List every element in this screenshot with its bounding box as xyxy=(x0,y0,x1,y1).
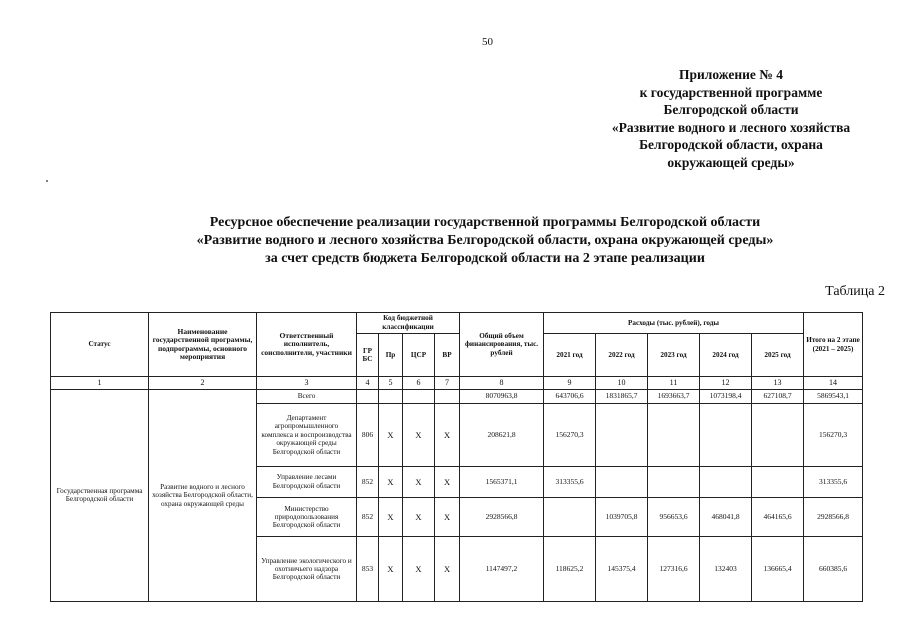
year-2023-cell: 956653,6 xyxy=(648,497,700,537)
year-2024-cell: 468041,8 xyxy=(700,497,752,537)
vr-cell xyxy=(435,389,460,404)
appendix-line: Белгородской области, охрана xyxy=(639,137,823,152)
appendix-line: «Развитие водного и лесного хозяйства xyxy=(611,119,851,135)
pr-cell: X xyxy=(379,497,403,537)
page-number: 50 xyxy=(482,36,493,48)
appendix-line: к государственной программе xyxy=(639,84,823,100)
total-cell: 1147497,2 xyxy=(460,537,544,602)
document-title xyxy=(60,214,905,268)
year-2025-cell xyxy=(752,466,804,497)
scan-speck xyxy=(46,180,48,182)
year-2021-cell: 643706,6 xyxy=(544,389,596,404)
status-cell: Государственная программа Белгородской области xyxy=(51,389,149,601)
year-2025-cell xyxy=(752,404,804,466)
year-2022-cell xyxy=(596,466,648,497)
total-cell: 1565371,1 xyxy=(460,466,544,497)
column-number: 10 xyxy=(596,377,648,389)
header-executor: Ответственный исполнитель, соисполнители, участники xyxy=(257,313,357,377)
year-2022-cell xyxy=(596,404,648,466)
header-csr: ЦСР xyxy=(403,333,435,377)
stage-total-cell: 660385,6 xyxy=(804,537,863,602)
total-cell: 208621,8 xyxy=(460,404,544,466)
vr-cell: X xyxy=(435,497,460,537)
stage-total-cell: 5869543,1 xyxy=(804,389,863,404)
grbs-cell: 852 xyxy=(357,466,379,497)
resource-table xyxy=(50,312,863,602)
stage-total-cell: 156270,3 xyxy=(804,404,863,466)
column-number: 13 xyxy=(752,377,804,389)
appendix-line: Приложение № 4 xyxy=(679,67,783,82)
column-number: 11 xyxy=(648,377,700,389)
header-status: Статус xyxy=(51,313,149,377)
executor-cell: Министерство природопользования Белгородской области xyxy=(257,497,357,537)
year-2024-cell xyxy=(700,404,752,466)
executor-cell: Всего xyxy=(257,389,357,404)
column-number: 2 xyxy=(149,377,257,389)
column-number: 7 xyxy=(435,377,460,389)
header-year: 2025 год xyxy=(752,333,804,377)
column-number: 14 xyxy=(804,377,863,389)
year-2025-cell: 136665,4 xyxy=(752,537,804,602)
title-line: за счет средств бюджета Белгородской области на 2 этапе реализации xyxy=(265,251,705,266)
table-label: Таблица 2 xyxy=(825,284,885,299)
column-number: 3 xyxy=(257,377,357,389)
header-budget-code: Код бюджетной классификации xyxy=(357,313,460,334)
table-row xyxy=(51,389,863,404)
column-number: 12 xyxy=(700,377,752,389)
total-cell: 8070963,8 xyxy=(460,389,544,404)
appendix-block xyxy=(581,66,881,171)
header-year: 2021 год xyxy=(544,333,596,377)
year-2021-cell: 118625,2 xyxy=(544,537,596,602)
csr-cell: X xyxy=(403,497,435,537)
vr-cell: X xyxy=(435,537,460,602)
year-2023-cell: 127316,6 xyxy=(648,537,700,602)
year-2024-cell xyxy=(700,466,752,497)
csr-cell: X xyxy=(403,537,435,602)
pr-cell: X xyxy=(379,404,403,466)
total-cell: 2928566,8 xyxy=(460,497,544,537)
executor-cell: Департамент агропромышленного комплекса и воспроизводства окружающей среды Белгородской области xyxy=(257,404,357,466)
column-number: 1 xyxy=(51,377,149,389)
header-year: 2023 год xyxy=(648,333,700,377)
year-2022-cell: 1831865,7 xyxy=(596,389,648,404)
stage-total-cell: 2928566,8 xyxy=(804,497,863,537)
stage-total-cell: 313355,6 xyxy=(804,466,863,497)
title-line: «Развитие водного и лесного хозяйства Белгородской области, охрана окружающей среды» xyxy=(196,233,774,248)
year-2021-cell xyxy=(544,497,596,537)
column-number: 9 xyxy=(544,377,596,389)
year-2025-cell: 627108,7 xyxy=(752,389,804,404)
pr-cell xyxy=(379,389,403,404)
header-expenses: Расходы (тыс. рублей), годы xyxy=(544,313,804,334)
appendix-line: окружающей среды» xyxy=(667,154,795,170)
grbs-cell: 806 xyxy=(357,404,379,466)
year-2024-cell: 1073198,4 xyxy=(700,389,752,404)
year-2021-cell: 313355,6 xyxy=(544,466,596,497)
executor-cell: Управление экологического и охотничьего надзора Белгородской области xyxy=(257,537,357,602)
year-2022-cell: 1039705,8 xyxy=(596,497,648,537)
header-vr: ВР xyxy=(435,333,460,377)
header-year: 2024 год xyxy=(700,333,752,377)
header-pr: Пр xyxy=(379,333,403,377)
year-2023-cell xyxy=(648,404,700,466)
year-2024-cell: 132403 xyxy=(700,537,752,602)
vr-cell: X xyxy=(435,404,460,466)
appendix-line: Белгородской области xyxy=(663,102,799,117)
vr-cell: X xyxy=(435,466,460,497)
header-name: Наименование государственной программы, подпрограммы, основного мероприятия xyxy=(149,313,257,377)
csr-cell: X xyxy=(403,404,435,466)
pr-cell: X xyxy=(379,537,403,602)
column-number: 4 xyxy=(357,377,379,389)
column-number: 5 xyxy=(379,377,403,389)
column-number: 8 xyxy=(460,377,544,389)
grbs-cell: 853 xyxy=(357,537,379,602)
year-2023-cell xyxy=(648,466,700,497)
header-year: 2022 год xyxy=(596,333,648,377)
year-2022-cell: 145375,4 xyxy=(596,537,648,602)
title-line: Ресурсное обеспечение реализации государственной программы Белгородской области xyxy=(209,215,761,230)
year-2023-cell: 1693663,7 xyxy=(648,389,700,404)
program-name-cell: Развитие водного и лесного хозяйства Белгородской области, охрана окружающей среды xyxy=(149,389,257,601)
year-2021-cell: 156270,3 xyxy=(544,404,596,466)
grbs-cell xyxy=(357,389,379,404)
header-grbs: ГР БС xyxy=(357,333,379,377)
pr-cell: X xyxy=(379,466,403,497)
csr-cell: X xyxy=(403,466,435,497)
column-number: 6 xyxy=(403,377,435,389)
year-2025-cell: 464165,6 xyxy=(752,497,804,537)
csr-cell xyxy=(403,389,435,404)
header-total: Общий объем финансирования, тыс. рублей xyxy=(460,313,544,377)
header-stage-total: Итого на 2 этапе (2021 – 2025) xyxy=(804,313,863,377)
grbs-cell: 852 xyxy=(357,497,379,537)
executor-cell: Управление лесами Белгородской области xyxy=(257,466,357,497)
